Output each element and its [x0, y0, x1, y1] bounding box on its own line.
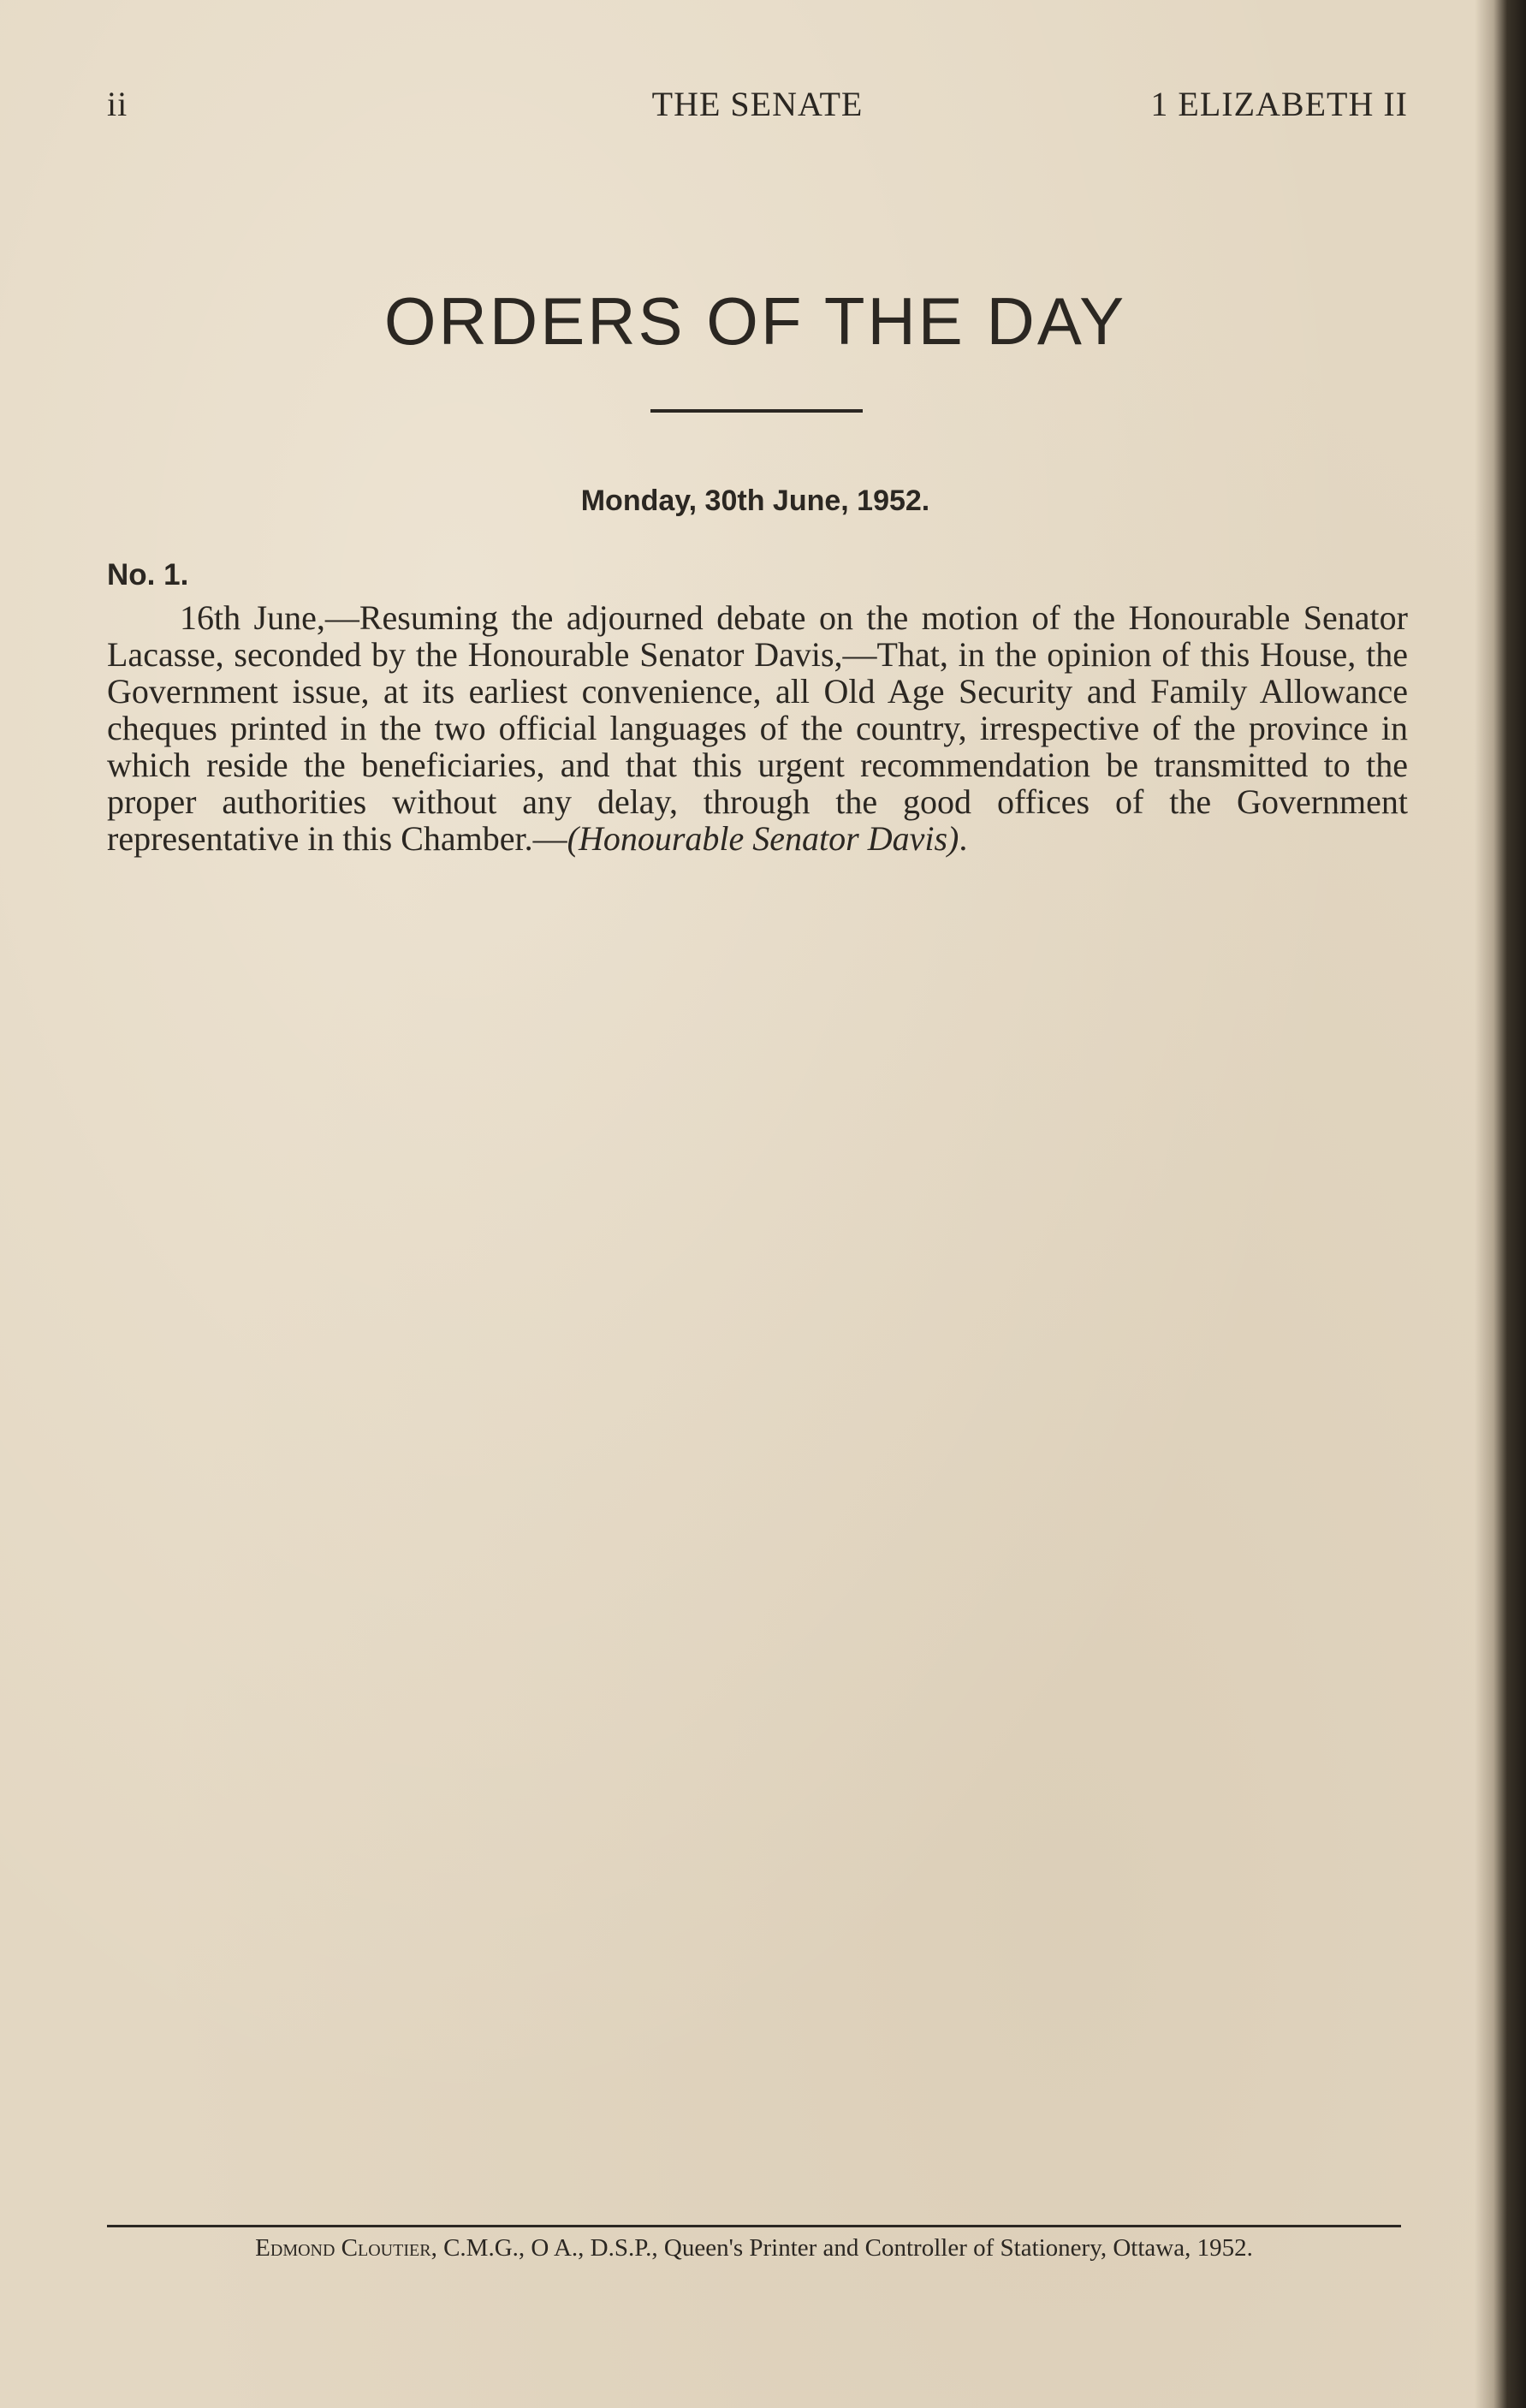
running-head-title: THE SENATE [651, 85, 864, 123]
order-item-text [107, 599, 1408, 857]
running-head [107, 84, 1408, 127]
order-item-number: No. 1. [107, 558, 189, 592]
running-head-regnal-year: 1 ELIZABETH II [1150, 85, 1408, 123]
sitting-date: Monday, 30th June, 1952. [580, 485, 930, 517]
footer-rule [107, 2225, 1401, 2227]
printer-details: , C.M.G., O A., D.S.P., Queen's Printer and Controller of Stationery, Ottawa, 1952. [430, 2234, 1253, 2262]
page-number: ii [107, 85, 128, 123]
order-item-attribution: (Honourable Senator Davis) [567, 819, 959, 858]
title-rule [650, 409, 863, 413]
book-binding-edge [1475, 0, 1526, 2408]
printer-name: Edmond Cloutier [255, 2234, 431, 2262]
page-title: ORDERS OF THE DAY [383, 283, 1127, 359]
order-item-end-punct: . [959, 819, 968, 858]
order-item-body: 16th June,—Resuming the adjourned debate on the motion of the Honourable Senator Lacasse, seconded by the Honourable Senator Davis,—That, in the opinion of this House, the Government issue, at its earliest convenience, all Old Age Security and Family Allowance cheques printed in the two official languages of the country, irrespective of the province in which reside the beneficiaries, and that this urgent recommendation be transmitted to the proper authorities without any delay, through the good offices of the Government representative in this Chamber.— [107, 598, 1408, 858]
printer-imprint [107, 2234, 1401, 2262]
